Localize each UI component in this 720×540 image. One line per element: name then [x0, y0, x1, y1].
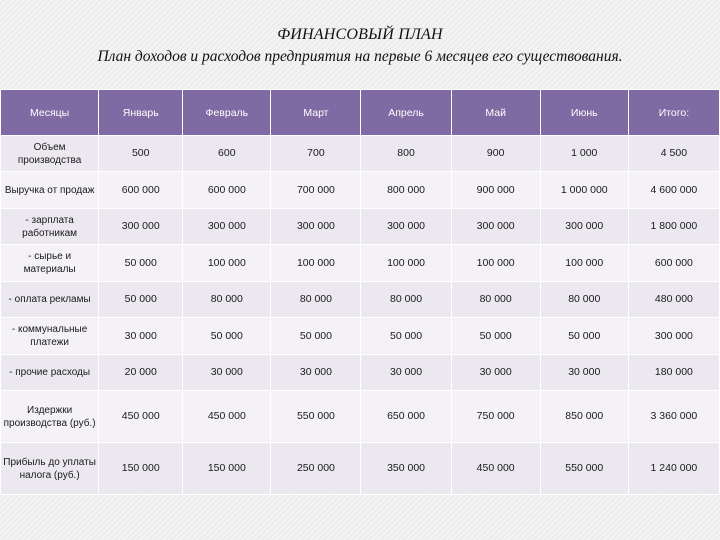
- table-cell: 50 000: [451, 318, 540, 355]
- table-cell: 300 000: [99, 209, 183, 245]
- table-cell: 300 000: [183, 209, 271, 245]
- table-cell: 300 000: [540, 209, 628, 245]
- table-row: [1, 282, 720, 318]
- table-cell: 350 000: [361, 443, 451, 495]
- column-header: Апрель: [361, 90, 451, 136]
- row-label: - коммунальные платежи: [1, 318, 99, 355]
- column-header: Месяцы: [1, 90, 99, 136]
- table-row: [1, 136, 720, 172]
- table-cell: 3 360 000: [628, 391, 719, 443]
- row-label: - оплата рекламы: [1, 282, 99, 318]
- table-cell: 250 000: [271, 443, 361, 495]
- table-cell: 1 000 000: [540, 172, 628, 209]
- table-cell: 150 000: [183, 443, 271, 495]
- table-cell: 80 000: [540, 282, 628, 318]
- table-cell: 550 000: [271, 391, 361, 443]
- table-cell: 900: [451, 136, 540, 172]
- table-cell: 300 000: [271, 209, 361, 245]
- table-row: [1, 245, 720, 282]
- column-header: Март: [271, 90, 361, 136]
- table-row: [1, 172, 720, 209]
- table-cell: 50 000: [540, 318, 628, 355]
- table-row: [1, 391, 720, 443]
- row-label: - зарплата работникам: [1, 209, 99, 245]
- table-cell: 600: [183, 136, 271, 172]
- column-header: Июнь: [540, 90, 628, 136]
- table-cell: 30 000: [451, 355, 540, 391]
- table-cell: 450 000: [451, 443, 540, 495]
- table-cell: 150 000: [99, 443, 183, 495]
- table-cell: 30 000: [99, 318, 183, 355]
- table-cell: 180 000: [628, 355, 719, 391]
- row-label: - прочие расходы: [1, 355, 99, 391]
- table-cell: 750 000: [451, 391, 540, 443]
- table-cell: 30 000: [361, 355, 451, 391]
- table-cell: 700: [271, 136, 361, 172]
- table-cell: 50 000: [271, 318, 361, 355]
- table-cell: 300 000: [361, 209, 451, 245]
- table-cell: 1 240 000: [628, 443, 719, 495]
- table-cell: 100 000: [183, 245, 271, 282]
- table-cell: 50 000: [183, 318, 271, 355]
- row-label: Объем производства: [1, 136, 99, 172]
- table-cell: 4 600 000: [628, 172, 719, 209]
- table-cell: 100 000: [271, 245, 361, 282]
- table-cell: 80 000: [183, 282, 271, 318]
- table-cell: 4 500: [628, 136, 719, 172]
- table-cell: 80 000: [271, 282, 361, 318]
- financial-plan-table: [0, 89, 720, 495]
- table-cell: 50 000: [361, 318, 451, 355]
- table-cell: 700 000: [271, 172, 361, 209]
- table-cell: 30 000: [540, 355, 628, 391]
- table-cell: 550 000: [540, 443, 628, 495]
- table-cell: 100 000: [451, 245, 540, 282]
- column-header: Январь: [99, 90, 183, 136]
- table-cell: 50 000: [99, 282, 183, 318]
- table-cell: 600 000: [99, 172, 183, 209]
- table-cell: 100 000: [361, 245, 451, 282]
- table-cell: 650 000: [361, 391, 451, 443]
- table-cell: 800 000: [361, 172, 451, 209]
- table-cell: 50 000: [99, 245, 183, 282]
- table-cell: 800: [361, 136, 451, 172]
- table-cell: 850 000: [540, 391, 628, 443]
- table-cell: 30 000: [183, 355, 271, 391]
- column-header: Февраль: [183, 90, 271, 136]
- page-title: ФИНАНСОВЫЙ ПЛАН: [277, 26, 443, 43]
- table-row: [1, 355, 720, 391]
- table-cell: 300 000: [628, 318, 719, 355]
- table-cell: 1 800 000: [628, 209, 719, 245]
- title-block: [0, 26, 720, 66]
- row-label: Прибыль до уплаты налога (руб.): [1, 443, 99, 495]
- table-row: [1, 209, 720, 245]
- table-cell: 20 000: [99, 355, 183, 391]
- table-cell: 30 000: [271, 355, 361, 391]
- table-cell: 100 000: [540, 245, 628, 282]
- table-row: [1, 318, 720, 355]
- table-cell: 450 000: [183, 391, 271, 443]
- row-label: Выручка от продаж: [1, 172, 99, 209]
- table-header-row: [1, 90, 720, 136]
- page-subtitle: План доходов и расходов предприятия на первые 6 месяцев его существования.: [97, 48, 623, 65]
- table-cell: 500: [99, 136, 183, 172]
- table-cell: 900 000: [451, 172, 540, 209]
- table-cell: 600 000: [183, 172, 271, 209]
- column-header: Итого:: [628, 90, 719, 136]
- column-header: Май: [451, 90, 540, 136]
- row-label: - сырье и материалы: [1, 245, 99, 282]
- table-cell: 450 000: [99, 391, 183, 443]
- table-row: [1, 443, 720, 495]
- table-cell: 80 000: [451, 282, 540, 318]
- table-cell: 600 000: [628, 245, 719, 282]
- table-cell: 300 000: [451, 209, 540, 245]
- row-label: Издержки производства (руб.): [1, 391, 99, 443]
- table-cell: 480 000: [628, 282, 719, 318]
- table-cell: 80 000: [361, 282, 451, 318]
- table-cell: 1 000: [540, 136, 628, 172]
